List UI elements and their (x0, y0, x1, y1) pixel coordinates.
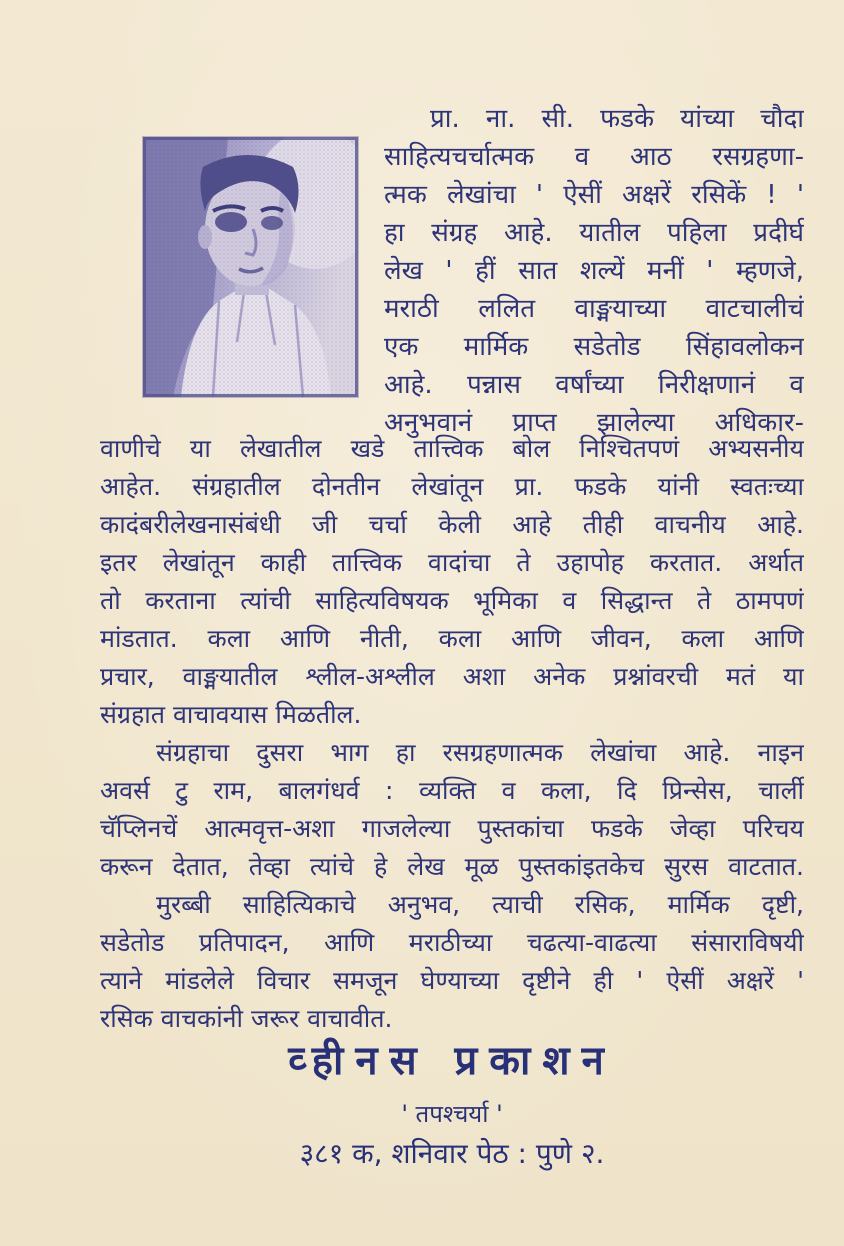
author-portrait-image (143, 137, 358, 397)
paragraph-text-line: संग्रहाचा दुसरा भाग हा रसग्रहणात्मक लेखांचा आहे. नाइन (156, 738, 804, 767)
paragraph-3 (100, 886, 804, 1038)
intro-text-line: त्मक लेखांचा ' ऐसीं अक्षरें रसिकें ! ' (384, 180, 804, 210)
intro-text-line: मराठी ललित वाङ्मयाच्या वाटचालीचं (384, 294, 804, 324)
paragraph-text-line: इतर लेखांतून काही तात्त्विक वादांचा ते उहापोह करतात. अर्थात (100, 548, 804, 577)
paragraph-1-continued (100, 430, 804, 734)
paragraph-text-line: प्रचार, वाङ्मयातील श्लील-अश्लील अशा अनेक प्रश्नांवरची मतं या (100, 662, 804, 691)
paragraph-text-line: सडेतोड प्रतिपादन, आणि मराठीच्या चढत्या-वाढत्या संसाराविषयी (100, 928, 804, 957)
publisher-address: ३८१ क, शनिवार पेठ : पुणे २. (299, 1137, 605, 1170)
paragraph-text-line: चॅप्लिनचें आत्मवृत्त-अशा गाजलेल्या पुस्तकांचा फडके जेव्हा परिचय (100, 814, 804, 843)
paragraph-text-line: अवर्स टु राम, बालगंधर्व : व्यक्ति व कला, दि प्रिन्सेस, चार्ली (100, 776, 804, 805)
paragraph-text-line: वाणीचे या लेखातील खडे तात्त्विक बोल निश्चितपणं अभ्यसनीय (100, 434, 804, 463)
intro-text-line: प्रा. ना. सी. फडके यांच्या चौदा (430, 104, 804, 134)
paragraph-text-line: मुरब्बी साहित्यिकाचे अनुभव, त्याची रसिक, मार्मिक दृष्टी, (156, 890, 804, 919)
paragraph-text-line: त्याने मांडलेले विचार समजून घेण्याच्या दृष्टीने ही ' ऐसीं अक्षरें ' (100, 966, 804, 995)
paragraph-text-line: आहेत. संग्रहातील दोनतीन लेखांतून प्रा. फडके यांनी स्वतःच्या (100, 472, 804, 501)
paragraph-text-line: संग्रहात वाचावयास मिळतील. (100, 700, 362, 729)
paragraph-text-line: रसिक वाचकांनी जरूर वाचावीत. (100, 1004, 393, 1033)
intro-text-line: आहे. पन्नास वर्षांच्या निरीक्षणानं व (384, 370, 804, 400)
publisher-block (100, 1034, 804, 1172)
paragraph-text-line: मांडतात. कला आणि नीती, कला आणि जीवन, कला आणि (100, 624, 804, 653)
publisher-name: व्हीनस प्रकाशन (288, 1038, 616, 1084)
paragraph-text-line: तो करताना त्यांची साहित्यविषयक भूमिका व सिद्धान्त ते ठामपणं (100, 586, 804, 615)
paragraph-2 (100, 734, 804, 886)
publisher-imprint: ' तपश्चर्या ' (401, 1100, 503, 1128)
author-photo (143, 137, 358, 397)
intro-paragraph (384, 100, 804, 442)
intro-text-line: हा संग्रह आहे. यातील पहिला प्रदीर्घ (384, 218, 804, 248)
main-text-block (100, 430, 804, 1038)
paragraph-text-line: कादंबरीलेखनासंबंधी जी चर्चा केली आहे तीही वाचनीय आहे. (100, 510, 804, 539)
intro-text-line: एक मार्मिक सडेतोड सिंहावलोकन (384, 332, 804, 362)
intro-text-line: अनुभवानं प्राप्त झालेल्या अधिकार- (384, 408, 804, 438)
intro-text-line: लेख ' हीं सात शल्यें मनीं ' म्हणजे, (384, 256, 804, 286)
paragraph-text-line: करून देतात, तेव्हा त्यांचे हे लेख मूळ पुस्तकांइतकेच सुरस वाटतात. (100, 852, 804, 881)
intro-text-line: साहित्यचर्चात्मक व आठ रसग्रहणा- (384, 142, 804, 172)
